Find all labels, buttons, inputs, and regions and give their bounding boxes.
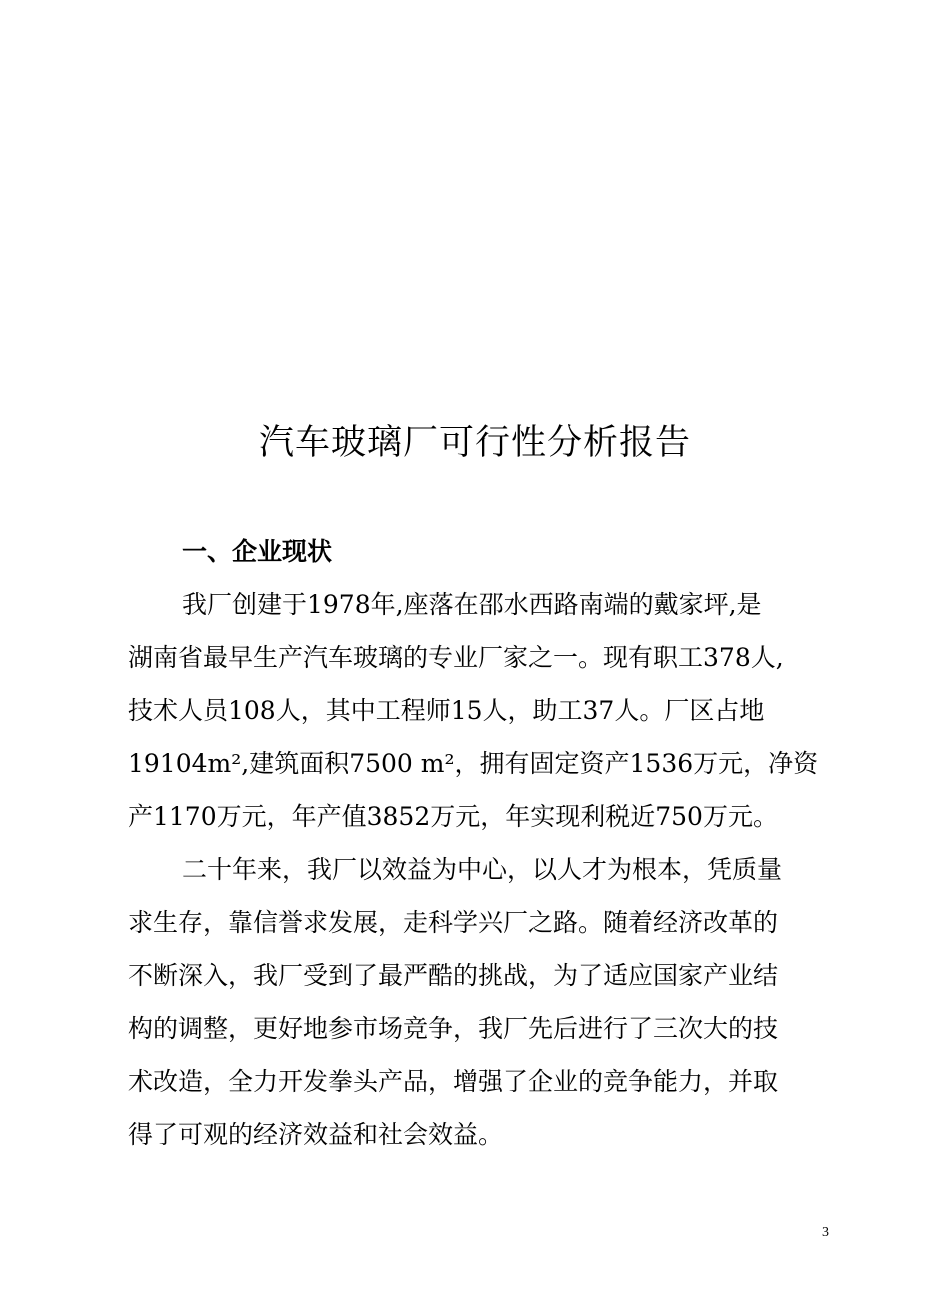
paragraph-line: 技术人员108人，其中工程师15人，助工37人。厂区占地 xyxy=(128,696,765,725)
document-title: 汽车玻璃厂可行性分析报告 xyxy=(258,423,691,463)
paragraph-line: 19104m²,建筑面积7500 m²，拥有固定资产1536万元，净资 xyxy=(128,749,819,778)
paragraph-line: 得了可观的经济效益和社会效益。 xyxy=(128,1120,504,1149)
paragraph-development xyxy=(128,843,834,1161)
paragraph-company-status xyxy=(128,578,834,843)
paragraph-line: 求生存，靠信誉求发展，走科学兴厂之路。随着经济改革的 xyxy=(128,908,779,937)
paragraph-line: 二十年来，我厂以效益为中心，以人才为根本，凭质量 xyxy=(182,855,783,884)
page-number: 3 xyxy=(822,1225,829,1240)
section-heading: 一、企业现状 xyxy=(182,537,333,566)
paragraph-line: 我厂创建于1978年,座落在邵水西路南端的戴家坪,是 xyxy=(182,590,762,619)
paragraph-line: 湖南省最早生产汽车玻璃的专业厂家之一。现有职工378人, xyxy=(128,643,784,672)
paragraph-line: 术改造，全力开发拳头产品，增强了企业的竞争能力，并取 xyxy=(128,1067,779,1096)
paragraph-line: 不断深入，我厂受到了最严酷的挑战，为了适应国家产业结 xyxy=(128,961,779,990)
paragraph-line: 构的调整，更好地参市场竞争，我厂先后进行了三次大的技 xyxy=(128,1014,779,1043)
paragraph-line: 产1170万元，年产值3852万元，年实现利税近750万元。 xyxy=(128,802,778,831)
